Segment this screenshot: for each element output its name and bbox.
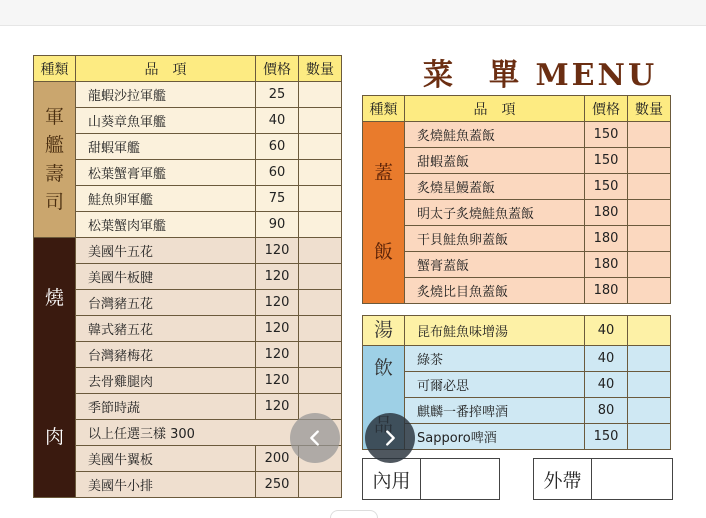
- combo-offer: 以上任選三樣 300: [76, 420, 342, 446]
- item-name: Sapporo啤酒: [405, 423, 585, 449]
- qty-cell[interactable]: [628, 148, 671, 174]
- takeout-field[interactable]: [592, 459, 672, 499]
- category-sushi: 軍 艦 壽 司: [34, 82, 76, 238]
- qty-cell[interactable]: [628, 174, 671, 200]
- category-rice-top: 蓋: [373, 162, 393, 184]
- takeout-label: 外帶: [534, 459, 592, 499]
- dine-in-label: 內用: [363, 459, 421, 499]
- item-name: 松葉蟹膏軍艦: [76, 160, 256, 186]
- item-price: 75: [256, 186, 299, 212]
- item-price: 60: [256, 160, 299, 186]
- menu-title: 菜 單 MENU: [423, 58, 658, 93]
- header-category: 種類: [363, 96, 405, 122]
- top-bar: [0, 0, 706, 26]
- item-price: 40: [585, 345, 628, 371]
- item-price: 180: [585, 252, 628, 278]
- item-price: 180: [585, 278, 628, 304]
- qty-cell[interactable]: [628, 397, 671, 423]
- qty-cell[interactable]: [628, 316, 671, 346]
- item-name: 昆布鮭魚味增湯: [405, 316, 585, 346]
- header-price: 價格: [256, 56, 299, 82]
- item-name: 蟹膏蓋飯: [405, 252, 585, 278]
- qty-cell[interactable]: [299, 316, 342, 342]
- qty-cell[interactable]: [628, 345, 671, 371]
- dine-in-box: [362, 458, 500, 500]
- rice-bowl-menu-table: [362, 95, 671, 304]
- qty-cell[interactable]: [628, 200, 671, 226]
- item-name: 麒麟一番搾啤酒: [405, 397, 585, 423]
- item-price: 60: [256, 134, 299, 160]
- qty-cell[interactable]: [628, 122, 671, 148]
- item-price: 250: [256, 472, 299, 498]
- qty-cell[interactable]: [299, 186, 342, 212]
- qty-cell[interactable]: [299, 342, 342, 368]
- item-name: 可爾必思: [405, 371, 585, 397]
- category-rice: [363, 122, 405, 304]
- item-name: 炙燒星鰻蓋飯: [405, 174, 585, 200]
- dine-in-field[interactable]: [421, 459, 499, 499]
- qty-cell[interactable]: [299, 264, 342, 290]
- category-drinks: 飲: [363, 345, 405, 449]
- bottom-handle: [330, 510, 378, 518]
- header-qty: 數量: [628, 96, 671, 122]
- qty-cell[interactable]: [628, 423, 671, 449]
- qty-cell[interactable]: [628, 278, 671, 304]
- qty-cell[interactable]: [299, 134, 342, 160]
- qty-cell[interactable]: [628, 371, 671, 397]
- header-category: 種類: [34, 56, 76, 82]
- qty-cell[interactable]: [299, 368, 342, 394]
- qty-cell[interactable]: [628, 226, 671, 252]
- item-name: 美國牛小排: [76, 472, 256, 498]
- item-price: 120: [256, 316, 299, 342]
- item-name: 韓式豬五花: [76, 316, 256, 342]
- item-name: 季節時蔬: [76, 394, 256, 420]
- category-grill: [34, 238, 76, 498]
- qty-cell[interactable]: [299, 82, 342, 108]
- item-price: 80: [585, 397, 628, 423]
- item-price: 150: [585, 148, 628, 174]
- category-rice-bottom: 飯: [373, 240, 393, 263]
- item-name: 美國牛翼板: [76, 446, 256, 472]
- item-price: 150: [585, 423, 628, 449]
- item-price: 90: [256, 212, 299, 238]
- item-name: 炙燒鮭魚蓋飯: [405, 122, 585, 148]
- next-image-button[interactable]: [365, 413, 415, 463]
- item-name: 綠茶: [405, 345, 585, 371]
- header-item: 品 項: [405, 96, 585, 122]
- item-price: 180: [585, 226, 628, 252]
- item-name: 美國牛板腱: [76, 264, 256, 290]
- qty-cell[interactable]: [299, 238, 342, 264]
- qty-cell[interactable]: [299, 160, 342, 186]
- previous-image-button[interactable]: [290, 413, 340, 463]
- item-name: 干貝鮭魚卵蓋飯: [405, 226, 585, 252]
- item-price: 120: [256, 238, 299, 264]
- item-price: 150: [585, 122, 628, 148]
- item-name: 台灣豬梅花: [76, 342, 256, 368]
- item-name: 甜蝦蓋飯: [405, 148, 585, 174]
- header-price: 價格: [585, 96, 628, 122]
- item-price: 200: [256, 446, 299, 472]
- item-price: 180: [585, 200, 628, 226]
- item-price: 120: [256, 264, 299, 290]
- chevron-left-icon: [304, 427, 326, 449]
- item-price: 120: [256, 394, 299, 420]
- qty-cell[interactable]: [299, 290, 342, 316]
- item-price: 150: [585, 174, 628, 200]
- header-qty: 數量: [299, 56, 342, 82]
- item-price: 40: [256, 108, 299, 134]
- item-name: 炙燒比目魚蓋飯: [405, 278, 585, 304]
- item-name: 美國牛五花: [76, 238, 256, 264]
- qty-cell[interactable]: [628, 252, 671, 278]
- item-name: 甜蝦軍艦: [76, 134, 256, 160]
- header-item: 品 項: [76, 56, 256, 82]
- item-name: 台灣豬五花: [76, 290, 256, 316]
- category-grill-bottom: 肉: [44, 425, 64, 448]
- category-soup: 湯: [363, 316, 405, 346]
- item-price: 40: [585, 316, 628, 346]
- item-name: 明太子炙燒鮭魚蓋飯: [405, 200, 585, 226]
- takeout-box: [533, 458, 673, 500]
- item-name: 鮭魚卵軍艦: [76, 186, 256, 212]
- item-name: 松葉蟹肉軍艦: [76, 212, 256, 238]
- item-name: 去骨雞腿肉: [76, 368, 256, 394]
- qty-cell[interactable]: [299, 472, 342, 498]
- chevron-right-icon: [379, 427, 401, 449]
- item-price: 120: [256, 368, 299, 394]
- item-price: 120: [256, 342, 299, 368]
- item-price: 25: [256, 82, 299, 108]
- item-price: 40: [585, 371, 628, 397]
- item-name: 龍蝦沙拉軍艦: [76, 82, 256, 108]
- item-name: 山葵章魚軍艦: [76, 108, 256, 134]
- qty-cell[interactable]: [299, 212, 342, 238]
- category-grill-top: 燒: [44, 287, 64, 309]
- qty-cell[interactable]: [299, 108, 342, 134]
- item-price: 120: [256, 290, 299, 316]
